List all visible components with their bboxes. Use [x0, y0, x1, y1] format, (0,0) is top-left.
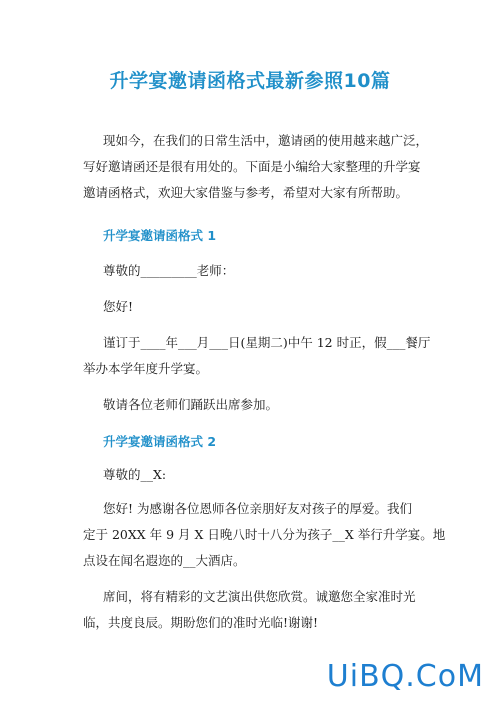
section-1-closing: 敬请各位老师们踊跃出席参加。: [103, 397, 279, 412]
section-2-body-1: [83, 496, 446, 574]
section-1-salutation: 尊敬的_________老师：: [103, 263, 235, 278]
intro-line: 邀请函格式，欢迎大家借鉴与参考，希望对大家有所帮助。: [83, 185, 409, 200]
section-2-body-line: 您好! 为感谢各位恩师各位亲朋好友对孩子的厚爱。我们: [103, 501, 412, 516]
section-2-body-2: [83, 584, 433, 636]
section-1-body-line: 举办本学年度升学宴。: [83, 361, 209, 376]
section-1-body-line: 谨订于____年___月___日(星期二)中午 12 时正，假___餐厅: [103, 335, 431, 350]
section-2-heading: 升学宴邀请函格式 2: [103, 434, 217, 449]
section-2-body-line: 定于 20XX 年 9 月 X 日晚八时十八分为孩子__X 举行升学宴。地: [83, 527, 446, 542]
intro-line: 现如今，在我们的日常生活中，邀请函的使用越来越广泛，: [103, 133, 429, 148]
site-watermark: UiBQ.CoM: [326, 659, 484, 694]
section-2-body-line: 点设在闻名遐迩的__大酒店。: [83, 553, 246, 568]
intro-paragraph: [83, 128, 433, 206]
section-1-greeting: 您好!: [103, 299, 134, 314]
section-2-body-line: 临，共度良辰。期盼您们的准时光临!谢谢!: [83, 615, 319, 630]
section-1-heading: 升学宴邀请函格式 1: [103, 228, 217, 243]
section-1-body: [83, 330, 433, 382]
section-2-salutation: 尊敬的__X:: [103, 467, 167, 482]
document-title: 升学宴邀请函格式最新参照10篇: [109, 70, 391, 92]
section-2-body-line: 席间，将有精彩的文艺演出供您欣赏。诚邀您全家准时光: [103, 589, 416, 604]
intro-line: 写好邀请函还是很有用处的。下面是小编给大家整理的升学宴: [83, 159, 421, 174]
